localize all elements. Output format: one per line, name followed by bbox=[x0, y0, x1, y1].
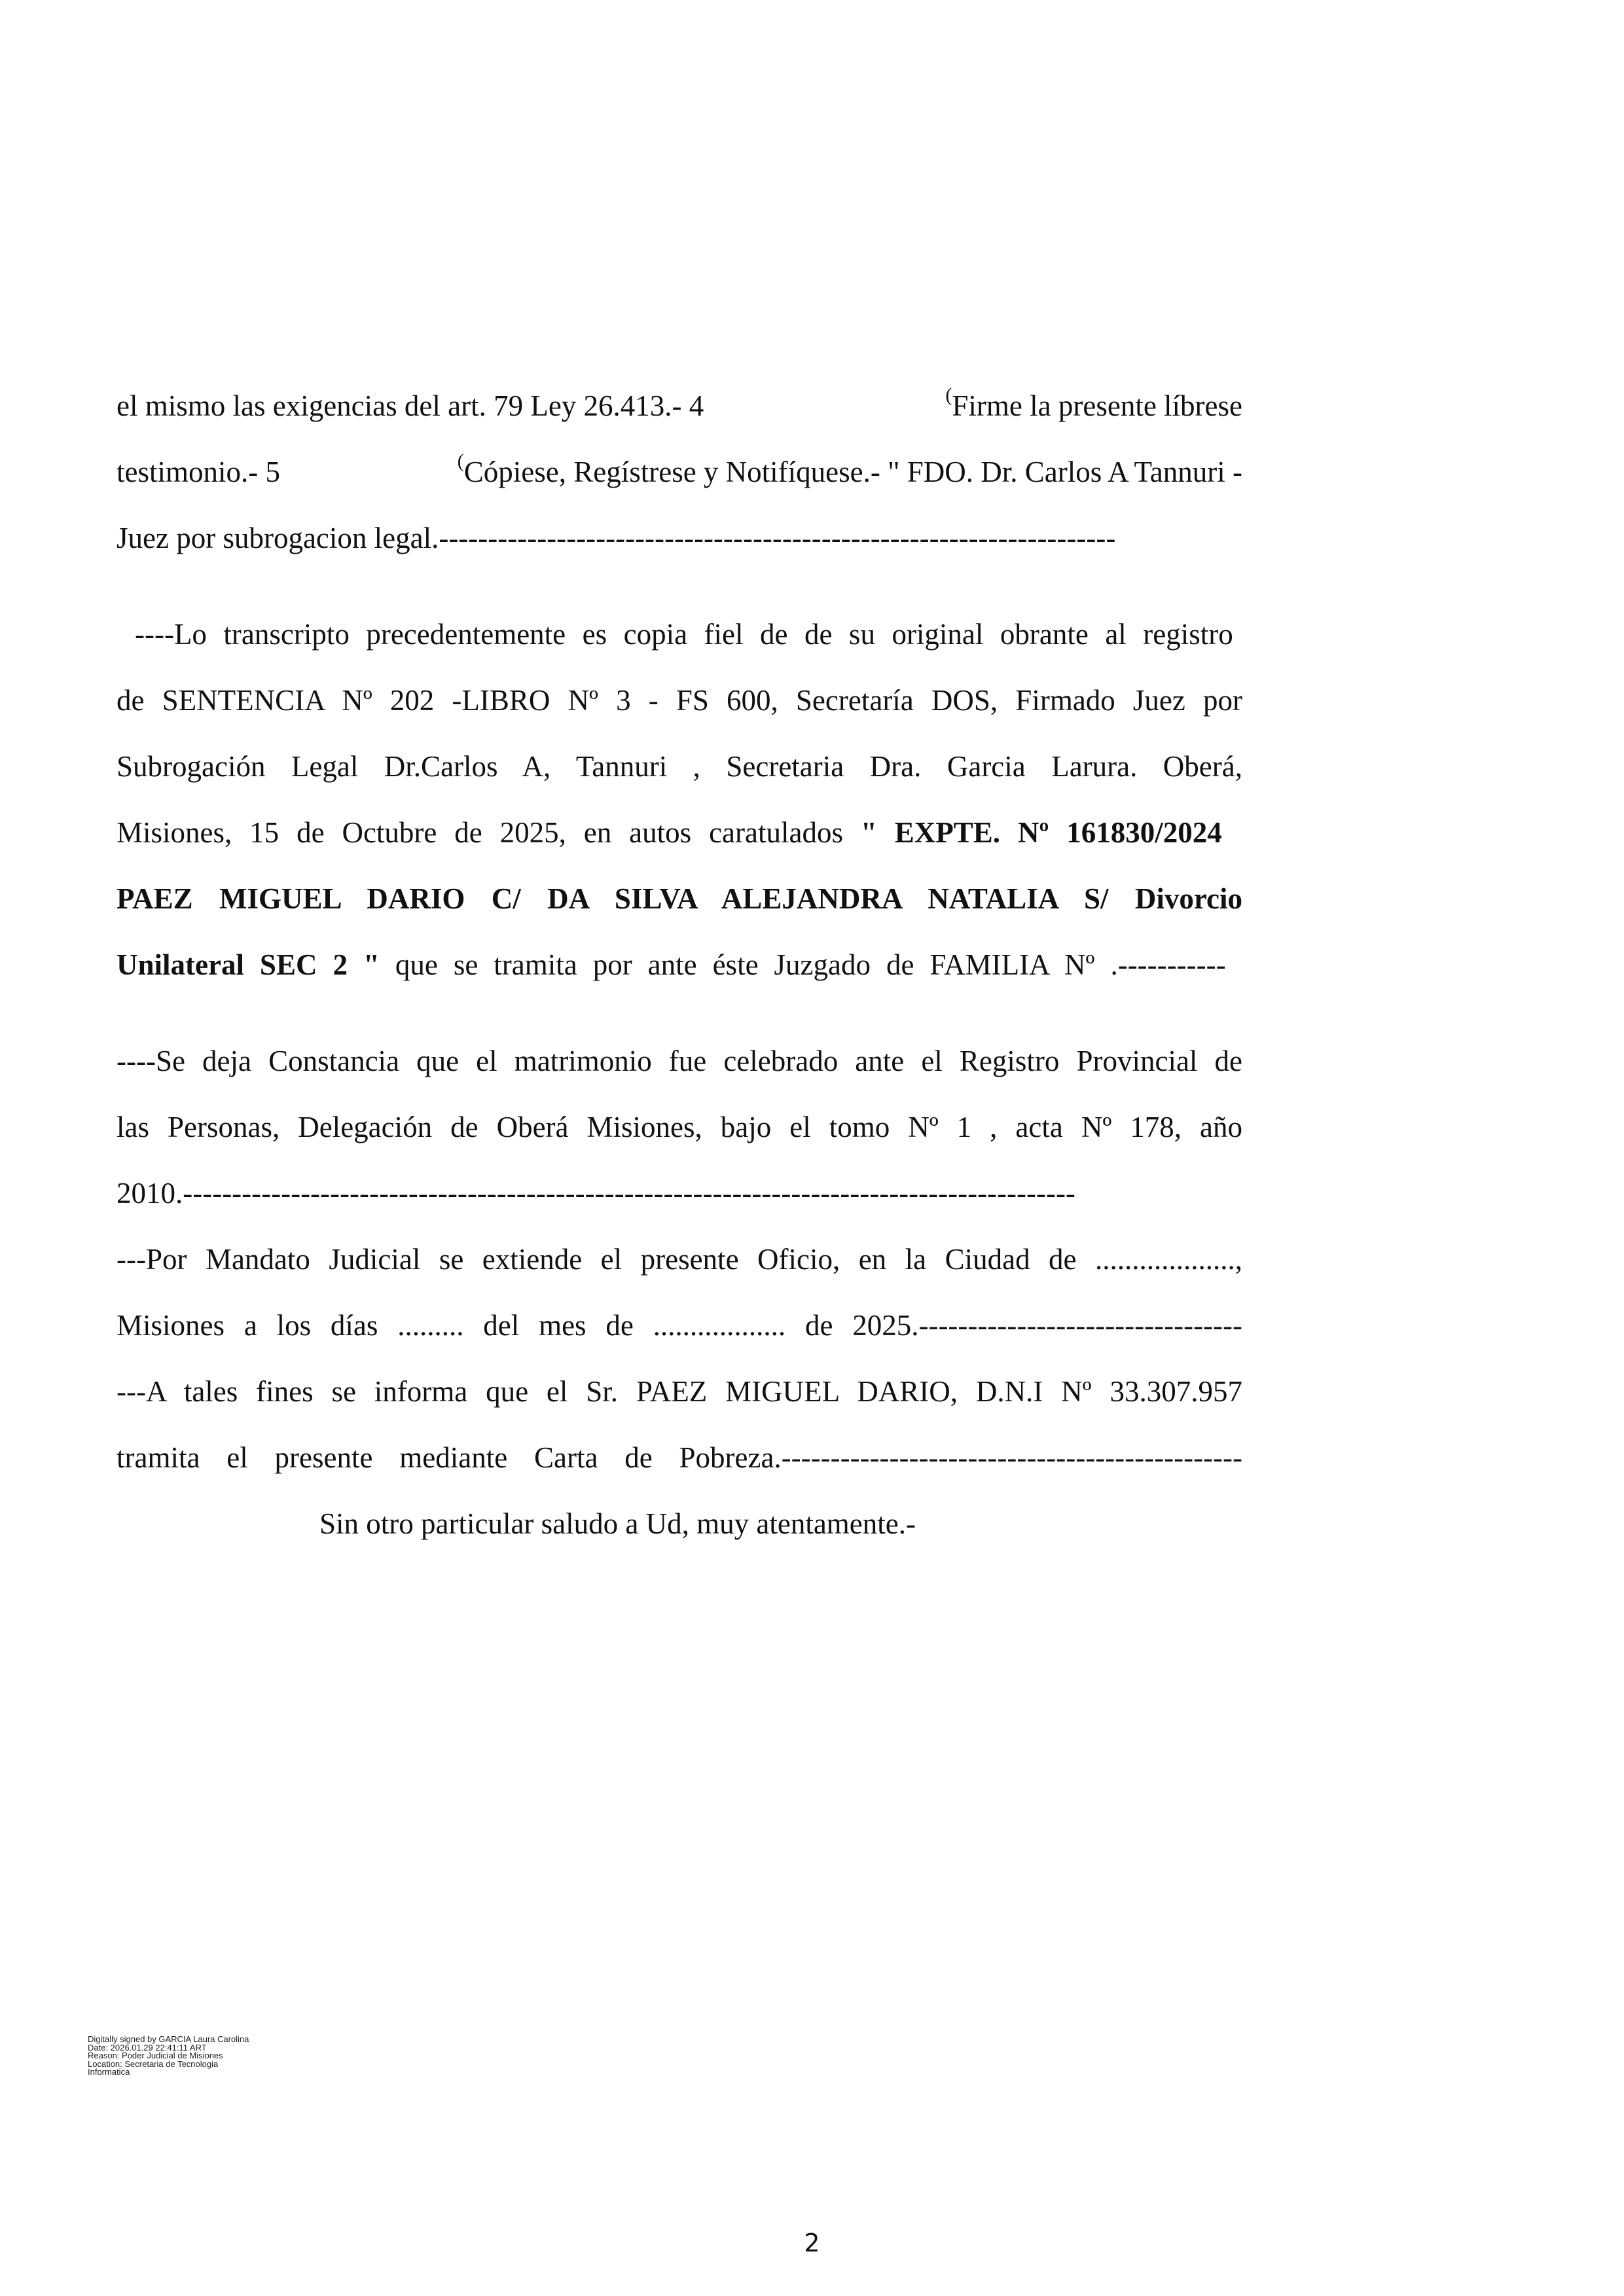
p2-line-3-text: Subrogación Legal Dr.Carlos A, Tannuri , Secretaria Dra. Garcia Larura. Oberá, bbox=[117, 750, 1242, 783]
p2-line-5 bbox=[117, 884, 1242, 950]
page-number: 2 bbox=[804, 2229, 820, 2257]
p3-line-2 bbox=[117, 1113, 1242, 1179]
p5-line-1-text: ---A tales fines se informa que el Sr. PAEZ MIGUEL DARIO, D.N.I Nº 33.307.957 bbox=[117, 1375, 1242, 1408]
p1-line-1-paren: ( bbox=[945, 384, 952, 406]
signature-location: Location: Secretaria de Tecnologia bbox=[88, 2058, 219, 2069]
p4-line-2-text: Misiones a los días ......... del mes de .................. de 2025.--------------------------------- bbox=[117, 1309, 1242, 1342]
p3-line-3-text: 2010.------------------------------------------------------------------------------------------- bbox=[117, 1177, 1075, 1210]
p5-line-1 bbox=[117, 1377, 1242, 1443]
p1-line-2 bbox=[117, 450, 1242, 524]
p4-line-1 bbox=[117, 1245, 1242, 1311]
p1-line-1-text-b bbox=[945, 384, 1242, 422]
p2-line-1-text: ----Lo transcripto precedentemente es copia fiel de de su original obrante al registro bbox=[135, 618, 1233, 651]
p3-line-3 bbox=[117, 1179, 1242, 1245]
p1-line-2-text-b bbox=[457, 450, 1242, 488]
paragraph-gap bbox=[117, 590, 1242, 620]
document-body bbox=[117, 384, 1242, 1575]
p2-line-2-text: de SENTENCIA Nº 202 -LIBRO Nº 3 - FS 600, Secretaría DOS, Firmado Juez por bbox=[117, 684, 1242, 717]
p4-line-2 bbox=[117, 1311, 1242, 1377]
p1-line-3-text: Juez por subrogacion legal.--------------------------------------------------------------------- bbox=[117, 522, 1116, 554]
p1-line-1 bbox=[117, 384, 1242, 457]
p2-line-6 bbox=[117, 950, 1242, 1016]
p2-line-3 bbox=[117, 752, 1242, 818]
p2-line-5-text: PAEZ MIGUEL DARIO C/ DA SILVA ALEJANDRA NATALIA S/ Divorcio bbox=[117, 882, 1242, 915]
p1-line-2-paren: ( bbox=[457, 450, 464, 472]
p4-line-1-text: ---Por Mandato Judicial se extiende el presente Oficio, en la Ciudad de ..................., bbox=[117, 1243, 1242, 1276]
p1-line-1-text-b-inner: Firme la presente líbrese bbox=[952, 389, 1242, 422]
p3-line-1-text: ----Se deja Constancia que el matrimonio fue celebrado ante el Registro Provincial de bbox=[117, 1045, 1242, 1077]
p5-line-2-text: tramita el presente mediante Carta de Pobreza.----------------------------------------------- bbox=[117, 1441, 1242, 1474]
p2-line-6-normal: que se tramita por ante éste Juzgado de FAMILIA Nº .----------- bbox=[395, 948, 1226, 981]
signature-location-cont: Informatica bbox=[88, 2067, 130, 2077]
closing-text: Sin otro particular saludo a Ud, muy atentamente.- bbox=[319, 1507, 916, 1540]
p2-line-4-bold: " EXPTE. Nº 161830/2024 bbox=[860, 816, 1222, 849]
p2-line-1 bbox=[117, 620, 1242, 686]
signature-signer: Digitally signed by GARCIA Laura Carolina bbox=[88, 2034, 249, 2044]
p5-line-2 bbox=[117, 1443, 1242, 1509]
signature-reason: Reason: Poder Judicial de Misiones bbox=[88, 2051, 223, 2060]
p1-line-3 bbox=[117, 524, 1242, 590]
p2-line-4-text bbox=[117, 818, 1222, 848]
p2-line-4 bbox=[117, 818, 1242, 884]
p1-line-2-text-a: testimonio.- 5 bbox=[117, 456, 280, 488]
p1-line-2-text-b-inner: Cópiese, Regístrese y Notifíquese.- " FDO. Dr. Carlos A Tannuri - bbox=[463, 456, 1242, 488]
p2-line-2 bbox=[117, 686, 1242, 752]
digital-signature bbox=[88, 2036, 310, 2077]
p3-line-1 bbox=[117, 1047, 1242, 1113]
paragraph-gap bbox=[117, 1016, 1242, 1047]
p2-line-6-text bbox=[117, 950, 1226, 980]
p2-line-4-normal: Misiones, 15 de Octubre de 2025, en autos caratulados bbox=[117, 816, 843, 849]
p1-line-1-text-a: el mismo las exigencias del art. 79 Ley 26.413.- 4 bbox=[117, 389, 704, 422]
p3-line-2-text: las Personas, Delegación de Oberá Misiones, bajo el tomo Nº 1 , acta Nº 178, año bbox=[117, 1111, 1242, 1143]
signature-date: Date: 2026.01.29 22:41:11 ART bbox=[88, 2042, 207, 2053]
p2-line-6-bold: Unilateral SEC 2 " bbox=[117, 948, 380, 981]
closing-line bbox=[117, 1509, 1242, 1575]
